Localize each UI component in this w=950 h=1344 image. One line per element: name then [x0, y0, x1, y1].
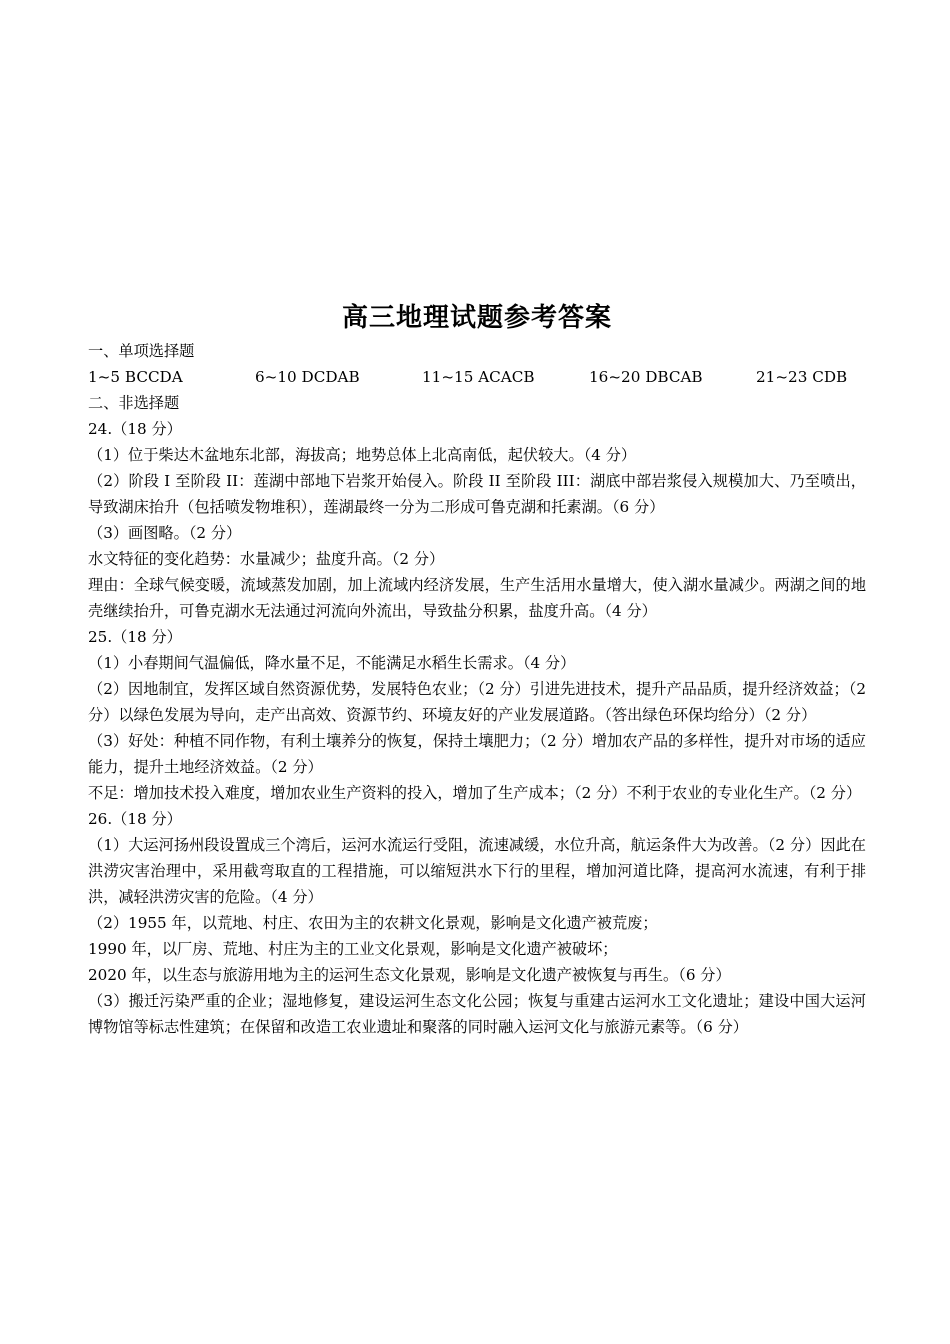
question-24-part-3: （3）画图略。（2 分）: [88, 524, 242, 542]
question-25-head: 25.（18 分）: [88, 628, 182, 646]
question-25-part-1: （1）小春期间气温偏低，降水量不足，不能满足水稻生长需求。（4 分）: [88, 654, 576, 672]
section-heading-single-choice: 一、单项选择题: [88, 342, 195, 360]
question-26: [88, 806, 866, 1040]
choice-answer-21-23: 21~23 CDB: [756, 368, 848, 386]
question-24-head: 24.（18 分）: [88, 420, 182, 438]
question-25: [88, 624, 866, 806]
choice-answers-row: [88, 364, 866, 390]
question-26-part-1: （1）大运河扬州段设置成三个湾后，运河水流运行受阻，流速减缓，水位升高，航运条件大为改善。（2 分）因此在洪涝灾害治理中，采用截弯取直的工程措施，可以缩短洪水下行的里程，增加河道比降，提高河水流速，有利于排洪，减轻洪涝灾害的危险。（4 分）: [88, 836, 866, 906]
question-26-part-2-1990: 1990 年，以厂房、荒地、村庄为主的工业文化景观，影响是文化遗产被破坏；: [88, 940, 618, 958]
question-24-trend: 水文特征的变化趋势：水量减少；盐度升高。（2 分）: [88, 550, 445, 568]
question-25-part-3: （3）好处：种植不同作物，有利土壤养分的恢复，保持土壤肥力；（2 分）增加农产品的多样性，提升对市场的适应能力，提升土地经济效益。（2 分）: [88, 732, 866, 776]
section-heading-non-choice: 二、非选择题: [88, 394, 180, 412]
page-title: 高三地理试题参考答案: [341, 303, 612, 333]
question-25-shortcoming: 不足：增加技术投入难度，增加农业生产资料的投入，增加了生产成本；（2 分）不利于农业的专业化生产。（2 分）: [88, 784, 862, 802]
choice-answer-1-5: 1~5 BCCDA: [88, 368, 183, 386]
question-24-reason: 理由：全球气候变暖，流域蒸发加剧，加上流域内经济发展，生产生活用水量增大，使入湖水量减少。两湖之间的地壳继续抬升，可鲁克湖水无法通过河流向外流出，导致盐分积累，盐度升高。（4 分）: [88, 576, 866, 620]
question-26-part-2-1955: （2）1955 年，以荒地、村庄、农田为主的农耕文化景观，影响是文化遗产被荒废；: [88, 914, 658, 932]
question-24-part-1: （1）位于柴达木盆地东北部，海拔高；地势总体上北高南低，起伏较大。（4 分）: [88, 446, 637, 464]
question-26-head: 26.（18 分）: [88, 810, 182, 828]
choice-answer-16-20: 16~20 DBCAB: [589, 368, 703, 386]
choice-answer-6-10: 6~10 DCDAB: [255, 368, 360, 386]
question-26-part-2-2020: 2020 年，以生态与旅游用地为主的运河生态文化景观，影响是文化遗产被恢复与再生。（6 分）: [88, 966, 731, 984]
answer-document: [88, 300, 866, 1040]
question-26-part-3: （3）搬迁污染严重的企业；湿地修复，建设运河生态文化公园；恢复与重建古运河水工文化遗址；建设中国大运河博物馆等标志性建筑；在保留和改造工农业遗址和聚落的同时融入运河文化与旅游元素等。（6 分）: [88, 992, 866, 1036]
question-25-part-2: （2）因地制宜，发挥区域自然资源优势，发展特色农业；（2 分）引进先进技术，提升产品品质，提升经济效益；（2 分）以绿色发展为导向，走产出高效、资源节约、环境友好的产业发展道路。（答出绿色环保均给分）（2 分）: [88, 680, 866, 724]
question-24-part-2: （2）阶段 I 至阶段 II：莲湖中部地下岩浆开始侵入。阶段 II 至阶段 III：湖底中部岩浆侵入规模加大、乃至喷出，导致湖床抬升（包括喷发物堆积），莲湖最终一分为二形成可鲁克湖和托素湖。（6 分）: [88, 472, 866, 516]
question-24: [88, 416, 866, 624]
choice-answer-11-15: 11~15 ACACB: [422, 368, 535, 386]
